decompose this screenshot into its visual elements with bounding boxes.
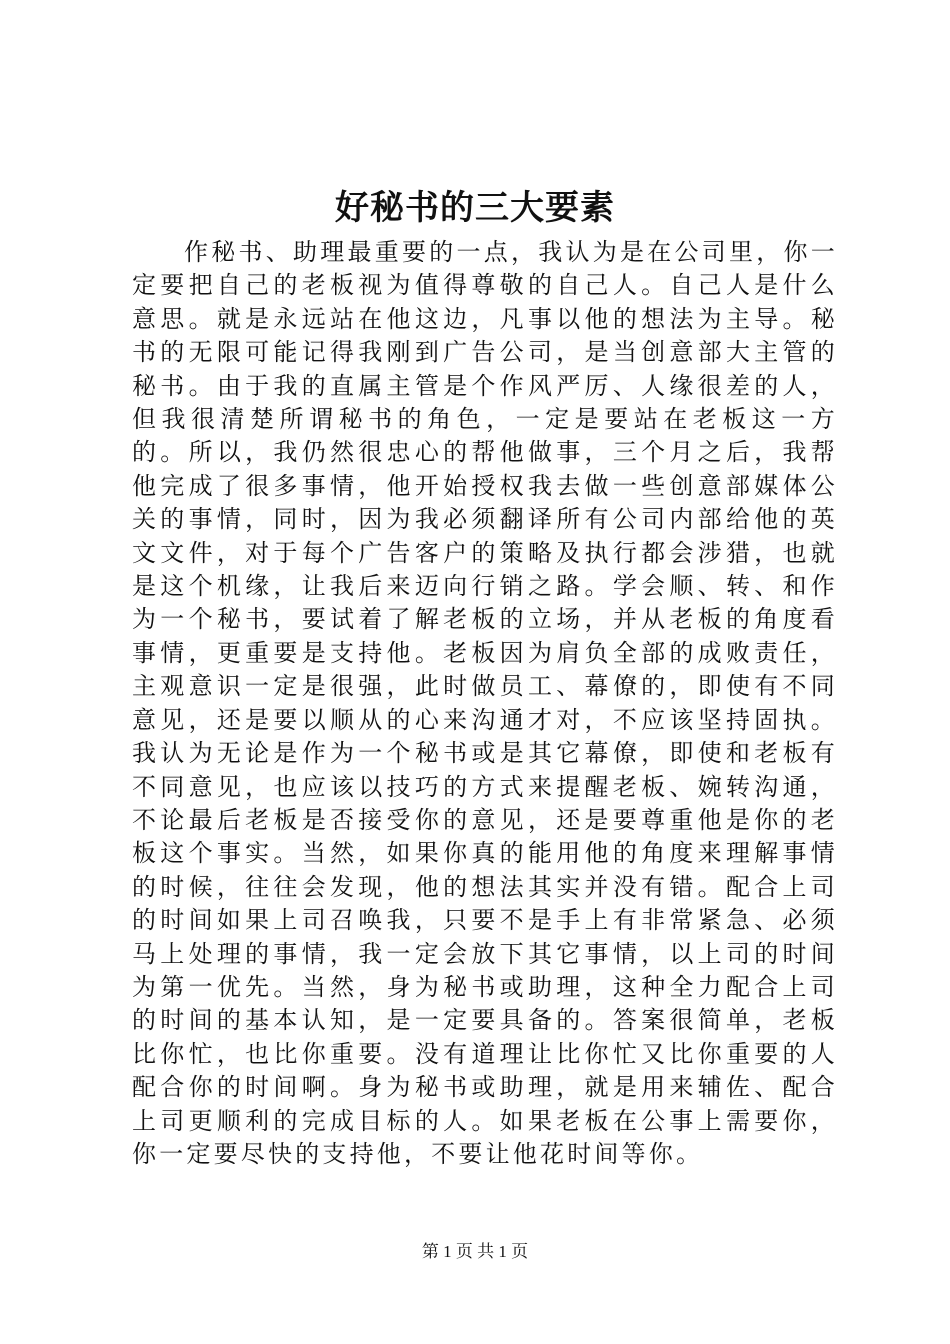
- page-number-footer: 第 1 页 共 1 页: [421, 1242, 529, 1261]
- document-title: 好秘书的三大要素: [335, 188, 615, 228]
- document-body-paragraph: 作秘书、助理最重要的一点，我认为是在公司里，你一定要把自己的老板视为值得尊敬的自己人。自己人是什么意思。就是永远站在他这边，凡事以他的想法为主导。秘书的无限可能记得我刚到广告公司，是当创意部大主管的秘书。由于我的直属主管是个作风严厉、人缘很差的人，但我很清楚所谓秘书的角色，一定是要站在老板这一方的。所以，我仍然很忠心的帮他做事，三个月之后，我帮他完成了很多事情，他开始授权我去做一些创意部媒体公关的事情，同时，因为我必须翻译所有公司内部给他的英文文件，对于每个广告客户的策略及执行都会涉猎，也就是这个机缘，让我后来迈向行销之路。学会顺、转、和作为一个秘书，要试着了解老板的立场，并从老板的角度看事情，更重要是支持他。老板因为肩负全部的成败责任，主观意识一定是很强，此时做员工、幕僚的，即使有不同意见，还是要以顺从的心来沟通才对，不应该坚持固执。我认为无论是作为一个秘书或是其它幕僚，即使和老板有不同意见，也应该以技巧的方式来提醒老板、婉转沟通，不论最后老板是否接受你的意见，还是要尊重他是你的老板这个事实。当然，如果你真的能用他的角度来理解事情的时候，往往会发现，他的想法其实并没有错。配合上司的时间如果上司召唤我，只要不是手上有非常紧急、必须马上处理的事情，我一定会放下其它事情，以上司的时间为第一优先。当然，身为秘书或助理，这种全力配合上司的时间的基本认知，是一定要具备的。答案很简单，老板比你忙，也比你重要。没有道理让比你忙又比你重要的人配合你的时间啊。身为秘书或助理，就是用来辅佐、配合上司更顺利的完成目标的人。如果老板在公事上需要你，你一定要尽快的支持他，不要让他花时间等你。: [132, 238, 838, 1168]
